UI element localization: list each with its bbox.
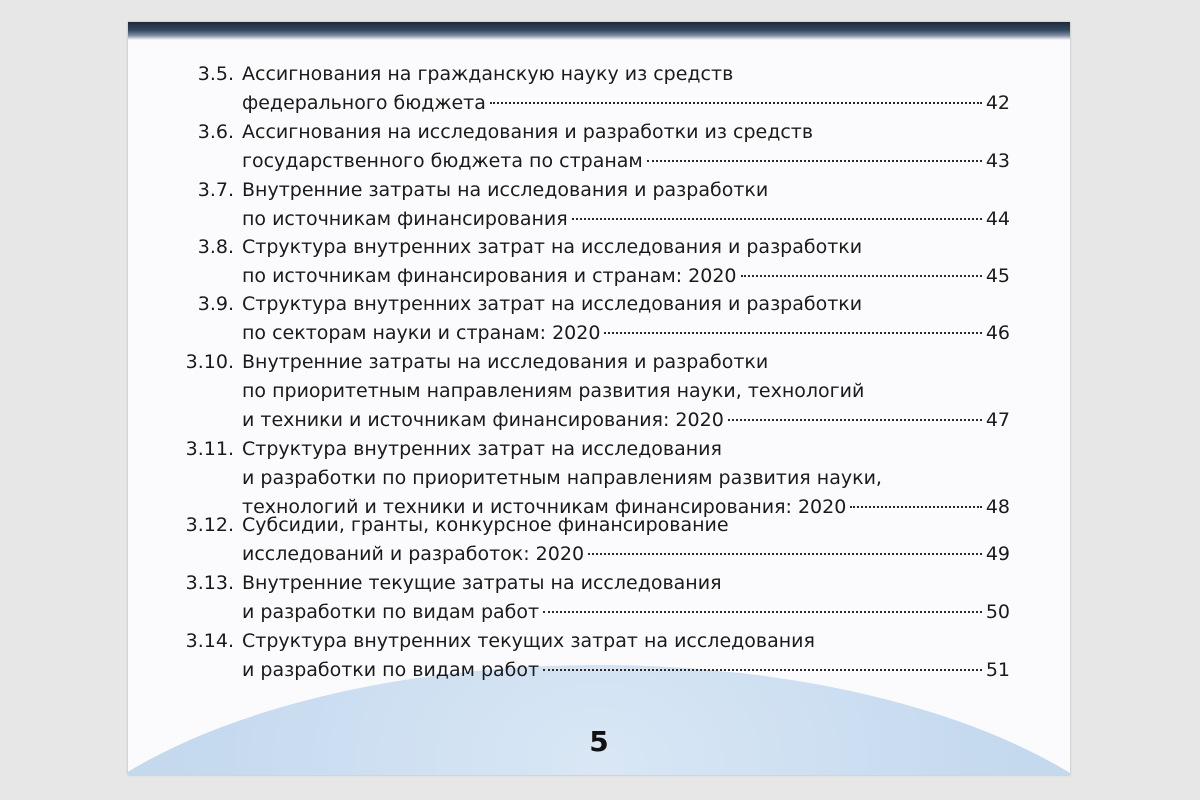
toc-entry-line [242,464,1002,493]
toc-entry-line [242,406,1010,435]
toc-entry-line [242,89,1010,118]
toc-entry-number: 3.10. [185,351,234,373]
toc-entry-line-text: государственного бюджета по странам [242,150,643,172]
toc-entry-number: 3.9. [197,293,234,315]
toc-entry-title [242,627,1010,685]
toc-entry-number: 3.13. [185,572,234,594]
toc-entry-line-text: технологий и техники и источникам финансирования: 2020 [242,496,847,518]
toc-entry-page: 43 [985,150,1010,172]
toc-entry-page: 51 [985,659,1010,681]
toc-leader-dots [490,102,982,104]
toc-entry-line [242,118,1002,147]
toc-entry-page: 44 [985,208,1010,230]
toc-entry-line [242,569,1002,598]
toc-entry-title [242,176,1010,234]
toc-entry-line [242,319,1010,348]
toc-entry-line [242,656,1010,685]
toc-entry-title [242,290,1010,348]
toc-entry-line [242,147,1010,176]
toc-entry-line-text: федерального бюджета [242,92,486,114]
toc-entry-line-text: по приоритетным направлениям развития науки, технологий [242,380,865,402]
toc-entry-line [242,290,1002,319]
toc-leader-dots [647,160,982,162]
toc-entry-line-text: и техники и источникам финансирования: 2020 [242,409,724,431]
toc-entry-title [242,233,1010,291]
toc-leader-dots [543,669,982,671]
toc-entry-line-text: и разработки по видам работ [242,659,540,681]
toc-entry-line-text: исследований и разработок: 2020 [242,543,585,565]
toc-entry-line-text: Структура внутренних текущих затрат на исследования [242,630,815,652]
toc-entry-line-text: Внутренние затраты на исследования и разработки [242,179,769,201]
toc-entry-title [242,569,1010,627]
toc-entry-number: 3.7. [197,179,234,201]
toc-entry-line [242,377,1002,406]
toc-entry-title [242,435,1010,522]
toc-entry-line [242,348,1002,377]
document-page [128,22,1070,775]
toc-entry-title [242,118,1010,176]
toc-leader-dots [588,553,982,555]
toc-entry-page: 46 [985,322,1010,344]
toc-leader-dots [728,419,982,421]
toc-entry-line-text: Субсидии, гранты, конкурсное финансирование [242,514,729,536]
toc-entry-line [242,60,1002,89]
toc-entry-line-text: Внутренние затраты на исследования и разработки [242,351,769,373]
toc-entry-line-text: Структура внутренних затрат на исследования и разработки [242,236,863,258]
toc-entry-page: 45 [985,265,1010,287]
toc-entry-page: 47 [985,409,1010,431]
toc-entry-number: 3.5. [197,63,234,85]
toc-entry-title [242,348,1010,435]
toc-entry-title [242,60,1010,118]
toc-entry-line-text: Структура внутренних затрат на исследования и разработки [242,293,863,315]
toc-leader-dots [572,218,982,220]
toc-entry-line-text: Внутренние текущие затраты на исследования [242,572,722,594]
toc-entry-title [242,511,1010,569]
toc-entry-number: 3.6. [197,121,234,143]
toc-entry-line-text: по источникам финансирования [242,208,568,230]
toc-entry-line [242,540,1010,569]
toc-entry-page: 48 [985,496,1010,518]
toc-leader-dots [604,332,981,334]
toc-entry-line-text: Структура внутренних затрат на исследования [242,438,722,460]
toc-entry-number: 3.14. [185,630,234,652]
toc-entry-page: 42 [985,92,1010,114]
toc-leader-dots [543,611,982,613]
toc-entry-line-text: Ассигнования на гражданскую науку из средств [242,63,734,85]
toc-entry-line [242,598,1010,627]
toc-entry-line-text: по источникам финансирования и странам: 2020 [242,265,737,287]
table-of-contents [128,22,1070,775]
toc-entry-line-text: по секторам науки и странам: 2020 [242,322,601,344]
toc-entry-line-text: и разработки по видам работ [242,601,540,623]
toc-entry-line [242,205,1010,234]
toc-entry-number: 3.8. [197,236,234,258]
page-number: 5 [589,725,609,758]
toc-entry-line [242,435,1002,464]
toc-entry-line [242,176,1002,205]
toc-entry-line-text: Ассигнования на исследования и разработки из средств [242,121,814,143]
toc-leader-dots [850,506,981,508]
toc-entry-line-text: и разработки по приоритетным направлениям развития науки, [242,467,882,489]
toc-entry-line [242,233,1002,262]
toc-entry-line [242,627,1002,656]
toc-entry-page: 49 [985,543,1010,565]
toc-entry-number: 3.11. [185,438,234,460]
toc-leader-dots [741,275,982,277]
toc-entry-line [242,511,1002,540]
toc-entry-number: 3.12. [185,514,234,536]
toc-entry-page: 50 [985,601,1010,623]
toc-entry-line [242,262,1010,291]
